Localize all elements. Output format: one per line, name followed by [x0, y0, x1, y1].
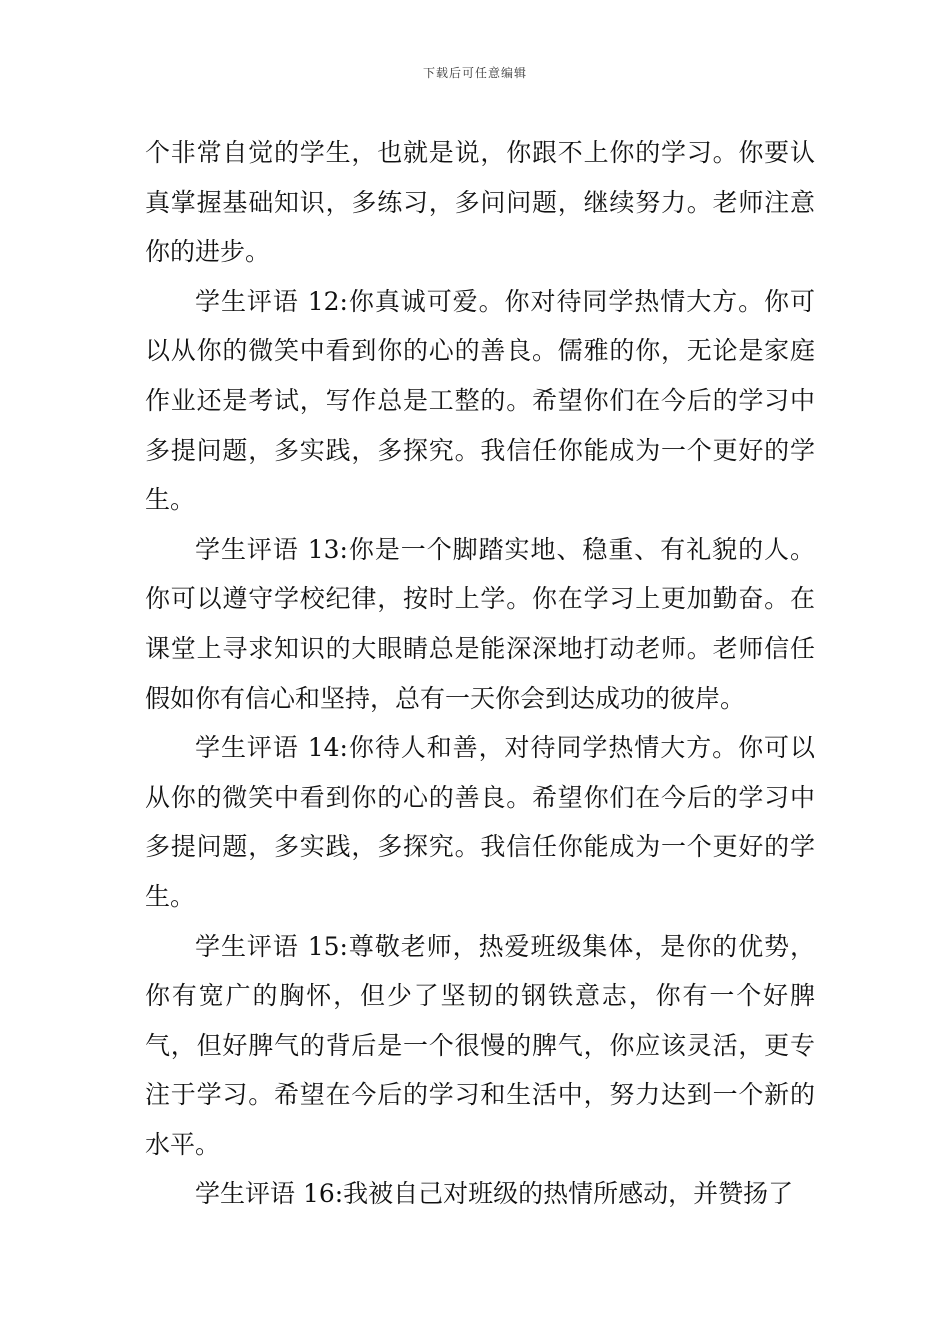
page-header: 下载后可任意编辑 [422, 66, 527, 80]
paragraph-comment-12: 学生评语 12:你真诚可爱。你对待同学热情大方。你可以从你的微笑中看到你的心的善良。儒雅的你，无论是家庭作业还是考试，写作总是工整的。希望你们在今后的学习中多提问题，多实践，多探究。我信任你能成为一个更好的学生。 [145, 286, 815, 515]
paragraph-comment-13: 学生评语 13:你是一个脚踏实地、稳重、有礼貌的人。你可以遵守学校纪律，按时上学。你在学习上更加勤奋。在课堂上寻求知识的大眼睛总是能深深地打动老师。老师信任假如你有信心和坚持，总有一天你会到达成功的彼岸。 [145, 534, 815, 713]
paragraph-continuation: 个非常自觉的学生，也就是说，你跟不上你的学习。你要认真掌握基础知识，多练习，多问问题，继续努力。老师注意你的进步。 [145, 138, 815, 267]
paragraph-comment-16: 学生评语 16:我被自己对班级的热情所感动，并赞扬了 [195, 1179, 794, 1209]
paragraph-comment-14: 学生评语 14:你待人和善，对待同学热情大方。你可以从你的微笑中看到你的心的善良。希望你们在今后的学习中多提问题，多实践，多探究。我信任你能成为一个更好的学生。 [145, 733, 815, 911]
paragraph-comment-15: 学生评语 15:尊敬老师，热爱班级集体，是你的优势，你有宽广的胸怀，但少了坚韧的钢铁意志，你有一个好脾气，但好脾气的背后是一个很慢的脾气，你应该灵活，更专注于学习。希望在今后的学习和生活中，努力达到一个新的水平。 [145, 931, 815, 1159]
document-body [145, 128, 815, 1219]
